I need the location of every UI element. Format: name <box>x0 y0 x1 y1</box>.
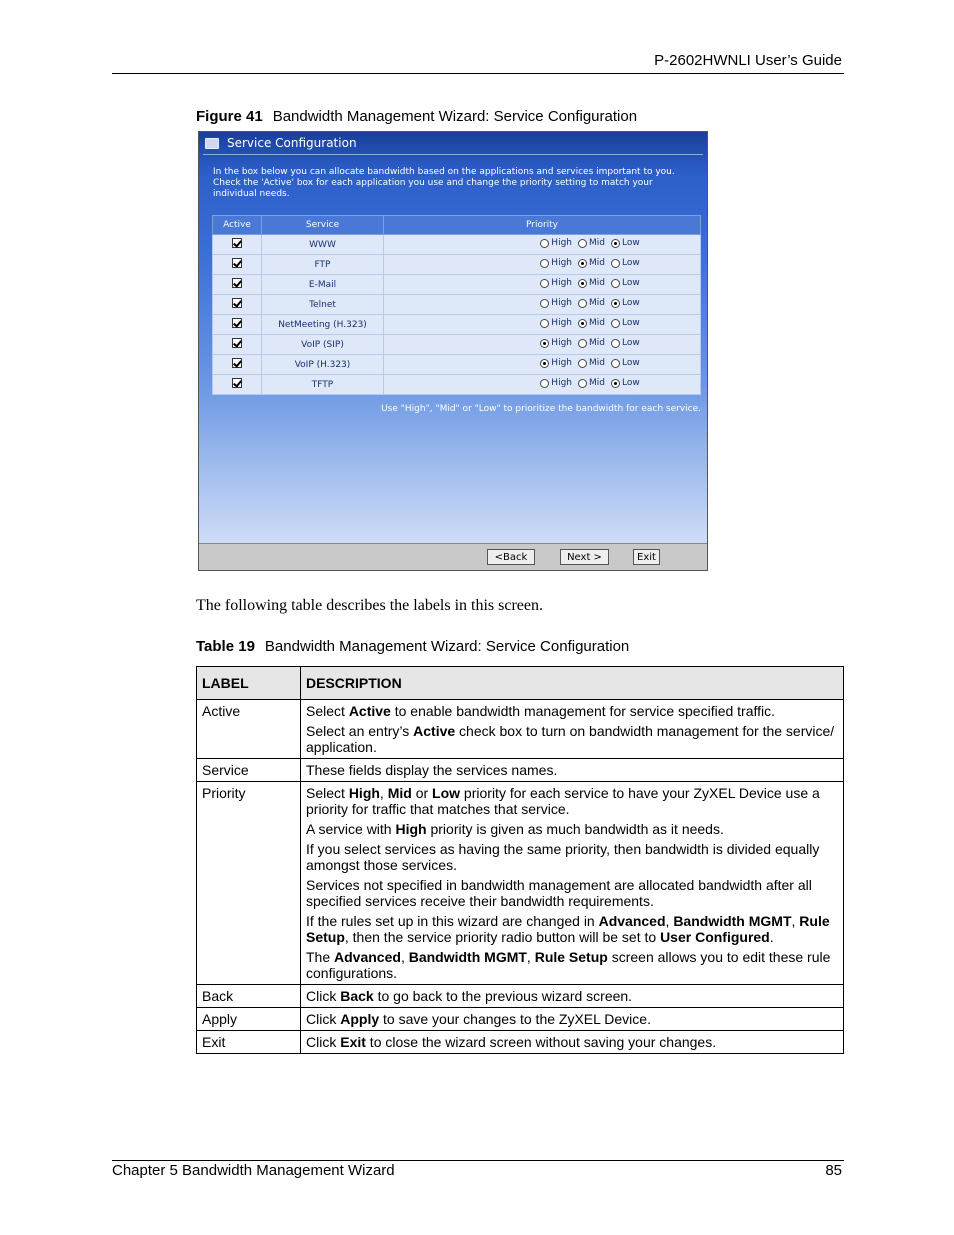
priority-label-mid: Mid <box>588 338 605 349</box>
active-cell <box>213 335 262 355</box>
service-name: Telnet <box>262 295 384 315</box>
active-checkbox[interactable] <box>232 358 242 368</box>
priority-radio-mid[interactable] <box>578 239 587 248</box>
priority-radio-mid[interactable] <box>578 339 587 348</box>
priority-radio-mid[interactable] <box>578 319 587 328</box>
row-label: Service <box>197 759 301 782</box>
priority-label-high: High <box>551 278 572 289</box>
priority-radio-group <box>540 338 639 348</box>
next-button[interactable]: Next > <box>560 549 609 565</box>
priority-option-mid[interactable] <box>578 258 605 268</box>
priority-label-high: High <box>551 338 572 349</box>
priority-cell <box>384 255 701 275</box>
row-description <box>301 782 844 985</box>
priority-option-low[interactable] <box>611 278 640 288</box>
priority-label-low: Low <box>621 298 640 309</box>
priority-label-high: High <box>551 378 572 389</box>
priority-radio-group <box>540 258 639 268</box>
table-row <box>197 1031 844 1054</box>
priority-option-high[interactable] <box>540 258 572 268</box>
service-configuration-screenshot <box>198 131 708 571</box>
description-paragraph: Click Back to go back to the previous wizard screen. <box>306 988 633 1004</box>
priority-option-high[interactable] <box>540 338 572 348</box>
intro-paragraph: The following table describes the labels in this screen. <box>196 597 544 614</box>
priority-label-high: High <box>551 258 572 269</box>
priority-option-low[interactable] <box>611 378 640 388</box>
priority-cell <box>384 275 701 295</box>
running-header: P-2602HWNLI User’s Guide <box>654 52 842 69</box>
priority-radio-mid[interactable] <box>578 359 587 368</box>
priority-option-mid[interactable] <box>578 338 605 348</box>
figure-number: Figure 41 <box>196 108 263 125</box>
priority-option-low[interactable] <box>611 358 640 368</box>
table-caption <box>196 638 629 655</box>
chapter-footer: Chapter 5 Bandwidth Management Wizard <box>112 1162 395 1179</box>
service-name: WWW <box>262 235 384 255</box>
priority-option-low[interactable] <box>611 258 640 268</box>
service-row <box>213 315 701 335</box>
active-cell <box>213 315 262 335</box>
priority-cell <box>384 315 701 335</box>
description-paragraph: Click Apply to save your changes to the ZyXEL Device. <box>306 1011 651 1027</box>
priority-label-high: High <box>551 238 572 249</box>
priority-radio-low[interactable] <box>611 299 620 308</box>
priority-cell <box>384 295 701 315</box>
priority-radio-group <box>540 378 639 388</box>
priority-label-low: Low <box>621 258 640 269</box>
priority-radio-mid[interactable] <box>578 299 587 308</box>
description-paragraph: A service with High priority is given as much bandwidth as it needs. <box>306 821 724 837</box>
footer-rule <box>112 1160 844 1161</box>
active-cell <box>213 255 262 275</box>
service-row <box>213 275 701 295</box>
service-row <box>213 235 701 255</box>
row-label: Active <box>197 700 301 759</box>
priority-option-high[interactable] <box>540 358 572 368</box>
service-name: VoIP (H.323) <box>262 355 384 375</box>
active-cell <box>213 235 262 255</box>
priority-label-mid: Mid <box>588 378 605 389</box>
column-header-active: Active <box>213 216 262 235</box>
priority-label-mid: Mid <box>588 258 605 269</box>
priority-option-low[interactable] <box>611 298 640 308</box>
description-paragraph: Select an entry’s Active check box to turn on bandwidth management for the service/ application. <box>306 723 835 755</box>
active-checkbox[interactable] <box>232 238 242 248</box>
priority-radio-mid[interactable] <box>578 379 587 388</box>
priority-cell <box>384 375 701 395</box>
row-description <box>301 1031 844 1054</box>
active-checkbox[interactable] <box>232 338 242 348</box>
priority-radio-group <box>540 358 639 368</box>
table-row <box>197 985 844 1008</box>
priority-option-mid[interactable] <box>578 278 605 288</box>
row-description <box>301 1008 844 1031</box>
column-header-priority: Priority <box>384 216 701 235</box>
priority-radio-low[interactable] <box>611 339 620 348</box>
service-row <box>213 255 701 275</box>
figure-caption <box>196 108 637 125</box>
table-row <box>197 759 844 782</box>
column-header-service: Service <box>262 216 384 235</box>
active-cell <box>213 375 262 395</box>
service-name: VoIP (SIP) <box>262 335 384 355</box>
priority-option-low[interactable] <box>611 238 640 248</box>
priority-label-low: Low <box>621 318 640 329</box>
priority-label-mid: Mid <box>588 238 605 249</box>
row-label: Exit <box>197 1031 301 1054</box>
priority-radio-high[interactable] <box>540 299 549 308</box>
active-checkbox[interactable] <box>232 298 242 308</box>
service-row <box>213 335 701 355</box>
service-name: TFTP <box>262 375 384 395</box>
priority-option-mid[interactable] <box>578 298 605 308</box>
service-table-body <box>213 235 701 395</box>
priority-radio-mid[interactable] <box>578 259 587 268</box>
active-checkbox[interactable] <box>232 318 242 328</box>
screen-title-bar <box>205 136 357 150</box>
folder-icon <box>205 138 219 149</box>
priority-option-mid[interactable] <box>578 318 605 328</box>
description-paragraph: Click Exit to close the wizard screen without saving your changes. <box>306 1034 717 1050</box>
priority-radio-high[interactable] <box>540 379 549 388</box>
active-checkbox[interactable] <box>232 378 242 388</box>
priority-cell <box>384 355 701 375</box>
row-label: Apply <box>197 1008 301 1031</box>
row-description <box>301 759 844 782</box>
row-description <box>301 985 844 1008</box>
priority-label-high: High <box>551 318 572 329</box>
priority-radio-low[interactable] <box>611 379 620 388</box>
priority-radio-low[interactable] <box>611 239 620 248</box>
priority-label-low: Low <box>621 238 640 249</box>
screen-title: Service Configuration <box>227 136 357 150</box>
active-checkbox[interactable] <box>232 278 242 288</box>
description-paragraph: These fields display the services names. <box>306 762 558 778</box>
description-paragraph: If you select services as having the same priority, then bandwidth is divided equally amongst those services. <box>306 841 820 873</box>
priority-label-high: High <box>551 358 572 369</box>
description-paragraph: Select Active to enable bandwidth management for service specified traffic. <box>306 703 776 719</box>
priority-radio-high[interactable] <box>540 259 549 268</box>
back-button[interactable]: <Back <box>487 549 535 565</box>
description-paragraph: If the rules set up in this wizard are changed in Advanced, Bandwidth MGMT, Rule Setup, then the service priority radio button will be set to User Configured. <box>306 913 830 945</box>
service-table <box>212 215 701 395</box>
priority-radio-group <box>540 298 639 308</box>
service-name: FTP <box>262 255 384 275</box>
priority-label-low: Low <box>621 358 640 369</box>
description-paragraph: Select High, Mid or Low priority for each service to have your ZyXEL Device use a priority for traffic that matches that service. <box>306 785 820 817</box>
label-description-table <box>196 666 844 1054</box>
figure-title: Bandwidth Management Wizard: Service Configuration <box>272 108 638 125</box>
description-paragraph: Services not specified in bandwidth management are allocated bandwidth after all specified services receive their bandwidth requirements. <box>306 877 812 909</box>
table-row <box>197 1008 844 1031</box>
priority-radio-high[interactable] <box>540 239 549 248</box>
priority-option-high[interactable] <box>540 278 572 288</box>
priority-radio-group <box>540 318 639 328</box>
table-row <box>197 700 844 759</box>
description-paragraph: The Advanced, Bandwidth MGMT, Rule Setup screen allows you to edit these rule configurations. <box>306 949 831 981</box>
table-row <box>197 782 844 985</box>
priority-option-high[interactable] <box>540 238 572 248</box>
active-cell <box>213 355 262 375</box>
priority-radio-low[interactable] <box>611 319 620 328</box>
header-rule <box>112 73 844 74</box>
table-number: Table 19 <box>196 638 255 655</box>
priority-label-mid: Mid <box>588 298 605 309</box>
service-name: NetMeeting (H.323) <box>262 315 384 335</box>
service-row <box>213 295 701 315</box>
priority-option-mid[interactable] <box>578 358 605 368</box>
priority-radio-high[interactable] <box>540 279 549 288</box>
priority-option-low[interactable] <box>611 318 640 328</box>
active-cell <box>213 295 262 315</box>
priority-option-mid[interactable] <box>578 238 605 248</box>
priority-radio-group <box>540 278 639 288</box>
priority-option-low[interactable] <box>611 338 640 348</box>
priority-label-mid: Mid <box>588 358 605 369</box>
priority-hint: Use "High", "Mid" or "Low" to prioritize the bandwidth for each service. <box>381 404 701 414</box>
screen-intro: In the box below you can allocate bandwidth based on the applications and services important to you. Check the 'Active' box for each application you use and change the priority setting to match your individual needs. <box>213 167 675 199</box>
priority-label-low: Low <box>621 278 640 289</box>
row-label: Priority <box>197 782 301 985</box>
priority-option-high[interactable] <box>540 318 572 328</box>
priority-label-low: Low <box>621 338 640 349</box>
title-divider <box>203 154 703 155</box>
row-description <box>301 700 844 759</box>
priority-label-mid: Mid <box>588 278 605 289</box>
active-checkbox[interactable] <box>232 258 242 268</box>
priority-radio-low[interactable] <box>611 259 620 268</box>
service-row <box>213 355 701 375</box>
service-name: E-Mail <box>262 275 384 295</box>
priority-radio-group <box>540 238 639 248</box>
priority-radio-low[interactable] <box>611 359 620 368</box>
priority-radio-mid[interactable] <box>578 279 587 288</box>
priority-radio-low[interactable] <box>611 279 620 288</box>
priority-option-mid[interactable] <box>578 378 605 388</box>
priority-radio-high[interactable] <box>540 339 549 348</box>
priority-label-low: Low <box>621 378 640 389</box>
priority-cell <box>384 335 701 355</box>
page-number: 85 <box>825 1162 842 1179</box>
priority-label-mid: Mid <box>588 318 605 329</box>
column-header-label: LABEL <box>197 667 301 700</box>
row-label: Back <box>197 985 301 1008</box>
priority-option-high[interactable] <box>540 298 572 308</box>
column-header-description: DESCRIPTION <box>301 667 844 700</box>
priority-radio-high[interactable] <box>540 359 549 368</box>
priority-cell <box>384 235 701 255</box>
service-row <box>213 375 701 395</box>
exit-button[interactable]: Exit <box>633 549 660 565</box>
table-title: Bandwidth Management Wizard: Service Configuration <box>264 638 630 655</box>
priority-radio-high[interactable] <box>540 319 549 328</box>
priority-option-high[interactable] <box>540 378 572 388</box>
wizard-button-bar <box>199 543 707 570</box>
active-cell <box>213 275 262 295</box>
priority-label-high: High <box>551 298 572 309</box>
